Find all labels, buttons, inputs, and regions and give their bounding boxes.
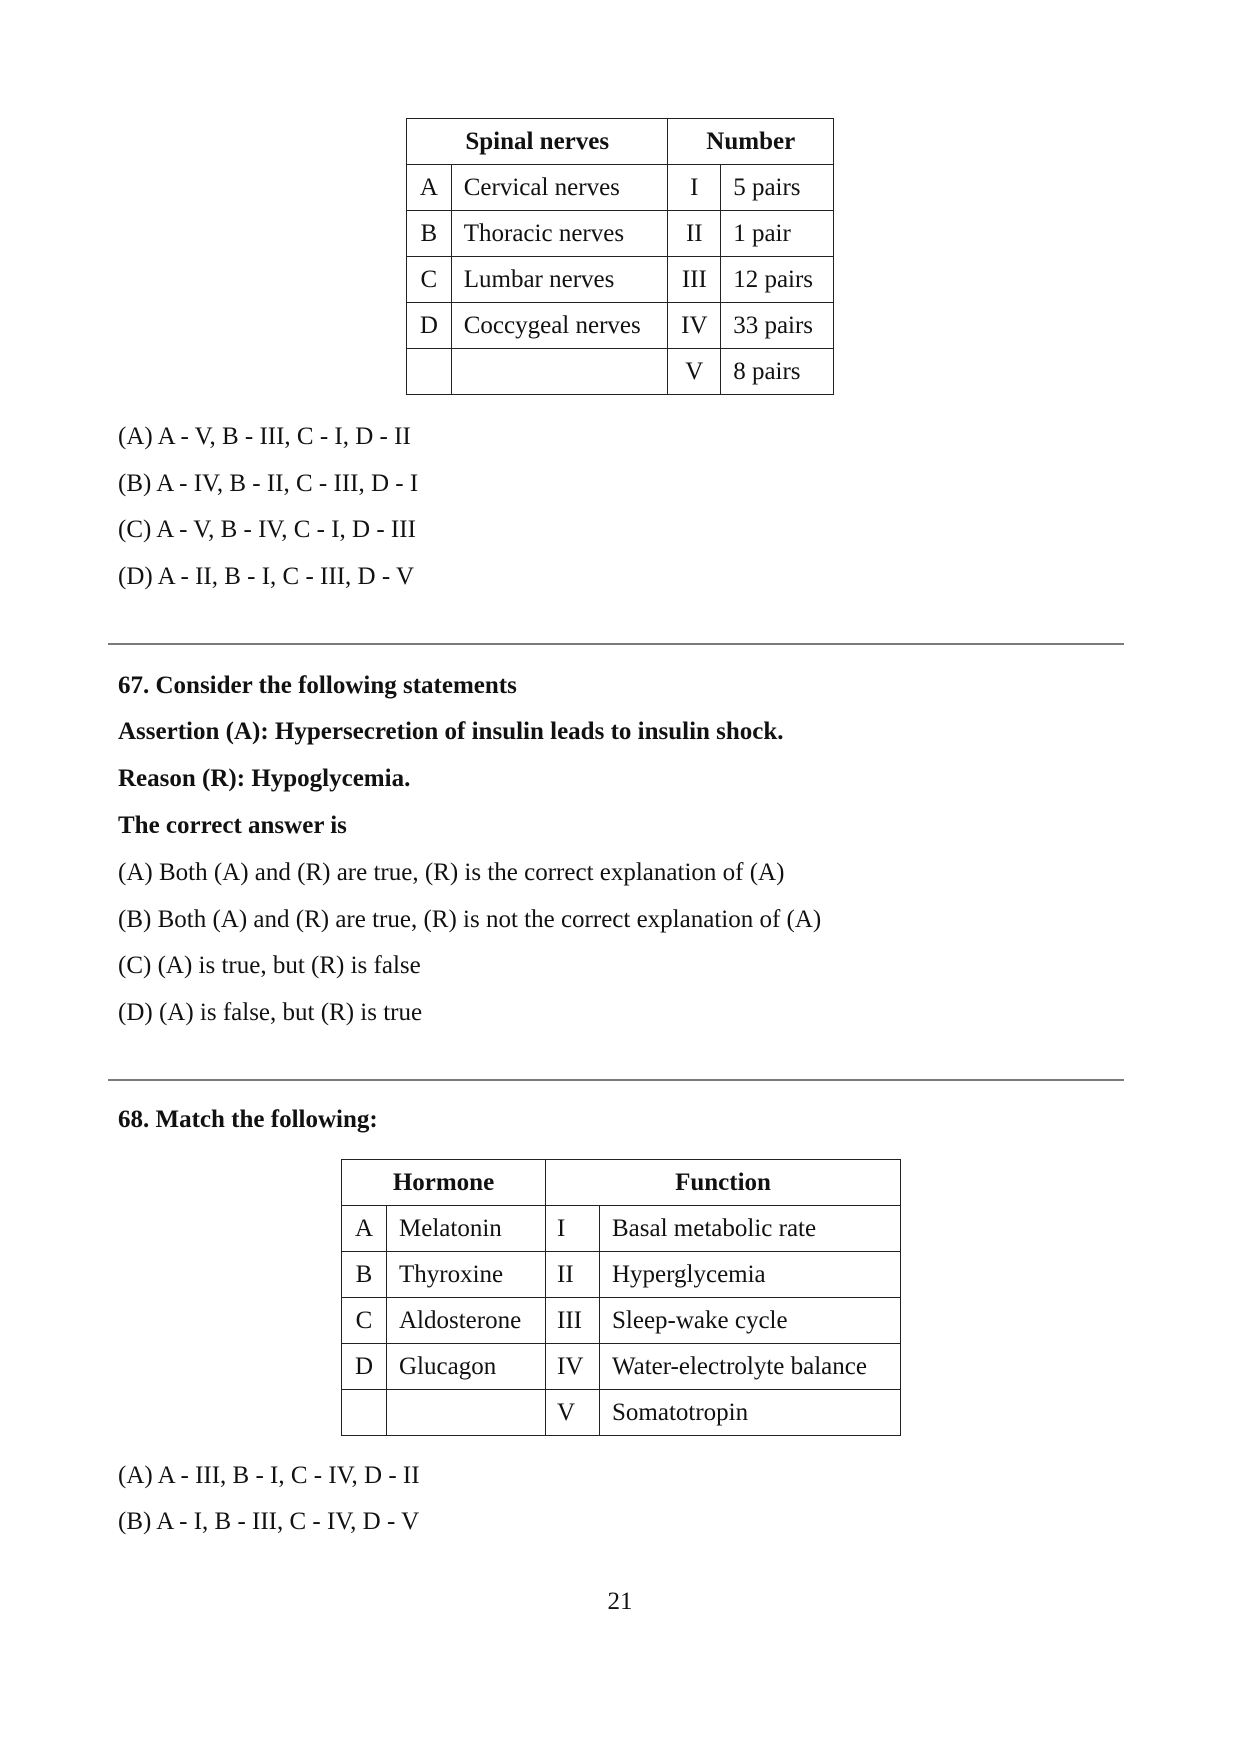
q68-option-b: (B) A - I, B - III, C - IV, D - V bbox=[118, 1508, 420, 1535]
section-divider bbox=[108, 643, 1124, 645]
row-value: 5 pairs bbox=[721, 165, 834, 211]
row-key: I bbox=[668, 165, 721, 211]
table-row bbox=[342, 1206, 901, 1252]
row-value: Hyperglycemia bbox=[600, 1252, 901, 1298]
table-row bbox=[342, 1298, 901, 1344]
q66-match-table bbox=[406, 118, 834, 395]
q68-option-a: (A) A - III, B - I, C - IV, D - II bbox=[118, 1462, 420, 1489]
column-header: Hormone bbox=[342, 1160, 546, 1206]
table-header-row bbox=[342, 1160, 901, 1206]
row-value bbox=[387, 1390, 546, 1436]
table-row bbox=[342, 1252, 901, 1298]
q66-option-c: (C) A - V, B - IV, C - I, D - III bbox=[118, 516, 416, 543]
row-key: B bbox=[407, 211, 452, 257]
row-key bbox=[407, 349, 452, 395]
row-value: Basal metabolic rate bbox=[600, 1206, 901, 1252]
row-key bbox=[342, 1390, 387, 1436]
page-number: 21 bbox=[607, 1588, 633, 1615]
row-value: Sleep-wake cycle bbox=[600, 1298, 901, 1344]
row-value: 8 pairs bbox=[721, 349, 834, 395]
table-row bbox=[342, 1344, 901, 1390]
row-key: IV bbox=[668, 303, 721, 349]
row-value: 1 pair bbox=[721, 211, 834, 257]
q67-heading: 67. Consider the following statements bbox=[118, 672, 517, 699]
row-key: V bbox=[668, 349, 721, 395]
section-divider bbox=[108, 1079, 1124, 1081]
row-value: 12 pairs bbox=[721, 257, 834, 303]
row-value: Cervical nerves bbox=[451, 165, 668, 211]
column-header: Number bbox=[668, 119, 834, 165]
row-value: Melatonin bbox=[387, 1206, 546, 1252]
row-key: IV bbox=[546, 1344, 600, 1390]
row-key: V bbox=[546, 1390, 600, 1436]
row-key: II bbox=[546, 1252, 600, 1298]
table-row bbox=[407, 257, 834, 303]
row-key: III bbox=[546, 1298, 600, 1344]
q68-heading: 68. Match the following: bbox=[118, 1106, 378, 1133]
q67-option-c: (C) (A) is true, but (R) is false bbox=[118, 952, 421, 979]
row-value: Lumbar nerves bbox=[451, 257, 668, 303]
row-value: Somatotropin bbox=[600, 1390, 901, 1436]
q67-option-d: (D) (A) is false, but (R) is true bbox=[118, 999, 423, 1026]
q67-option-b: (B) Both (A) and (R) are true, (R) is not the correct explanation of (A) bbox=[118, 906, 822, 933]
q66-option-a: (A) A - V, B - III, C - I, D - II bbox=[118, 423, 411, 450]
q67-assertion: Assertion (A): Hypersecretion of insulin leads to insulin shock. bbox=[118, 718, 784, 745]
q68-match-table bbox=[341, 1159, 901, 1436]
row-value: Coccygeal nerves bbox=[451, 303, 668, 349]
row-key: D bbox=[407, 303, 452, 349]
row-value bbox=[451, 349, 668, 395]
q66-option-b: (B) A - IV, B - II, C - III, D - I bbox=[118, 470, 419, 497]
row-key: C bbox=[342, 1298, 387, 1344]
table-row bbox=[407, 349, 834, 395]
q67-reason: Reason (R): Hypoglycemia. bbox=[118, 765, 411, 792]
row-value: Aldosterone bbox=[387, 1298, 546, 1344]
row-key: A bbox=[407, 165, 452, 211]
row-value: Thoracic nerves bbox=[451, 211, 668, 257]
column-header: Function bbox=[546, 1160, 901, 1206]
table-row bbox=[342, 1390, 901, 1436]
q67-prompt: The correct answer is bbox=[118, 812, 347, 839]
row-key: A bbox=[342, 1206, 387, 1252]
q67-option-a: (A) Both (A) and (R) are true, (R) is the correct explanation of (A) bbox=[118, 859, 785, 886]
q66-option-d: (D) A - II, B - I, C - III, D - V bbox=[118, 563, 415, 590]
table-row bbox=[407, 165, 834, 211]
row-value: 33 pairs bbox=[721, 303, 834, 349]
table-row bbox=[407, 211, 834, 257]
row-value: Thyroxine bbox=[387, 1252, 546, 1298]
row-key: III bbox=[668, 257, 721, 303]
row-key: C bbox=[407, 257, 452, 303]
column-header: Spinal nerves bbox=[407, 119, 668, 165]
table-row bbox=[407, 303, 834, 349]
row-key: II bbox=[668, 211, 721, 257]
row-key: D bbox=[342, 1344, 387, 1390]
row-key: B bbox=[342, 1252, 387, 1298]
table-header-row bbox=[407, 119, 834, 165]
row-key: I bbox=[546, 1206, 600, 1252]
row-value: Glucagon bbox=[387, 1344, 546, 1390]
row-value: Water-electrolyte balance bbox=[600, 1344, 901, 1390]
